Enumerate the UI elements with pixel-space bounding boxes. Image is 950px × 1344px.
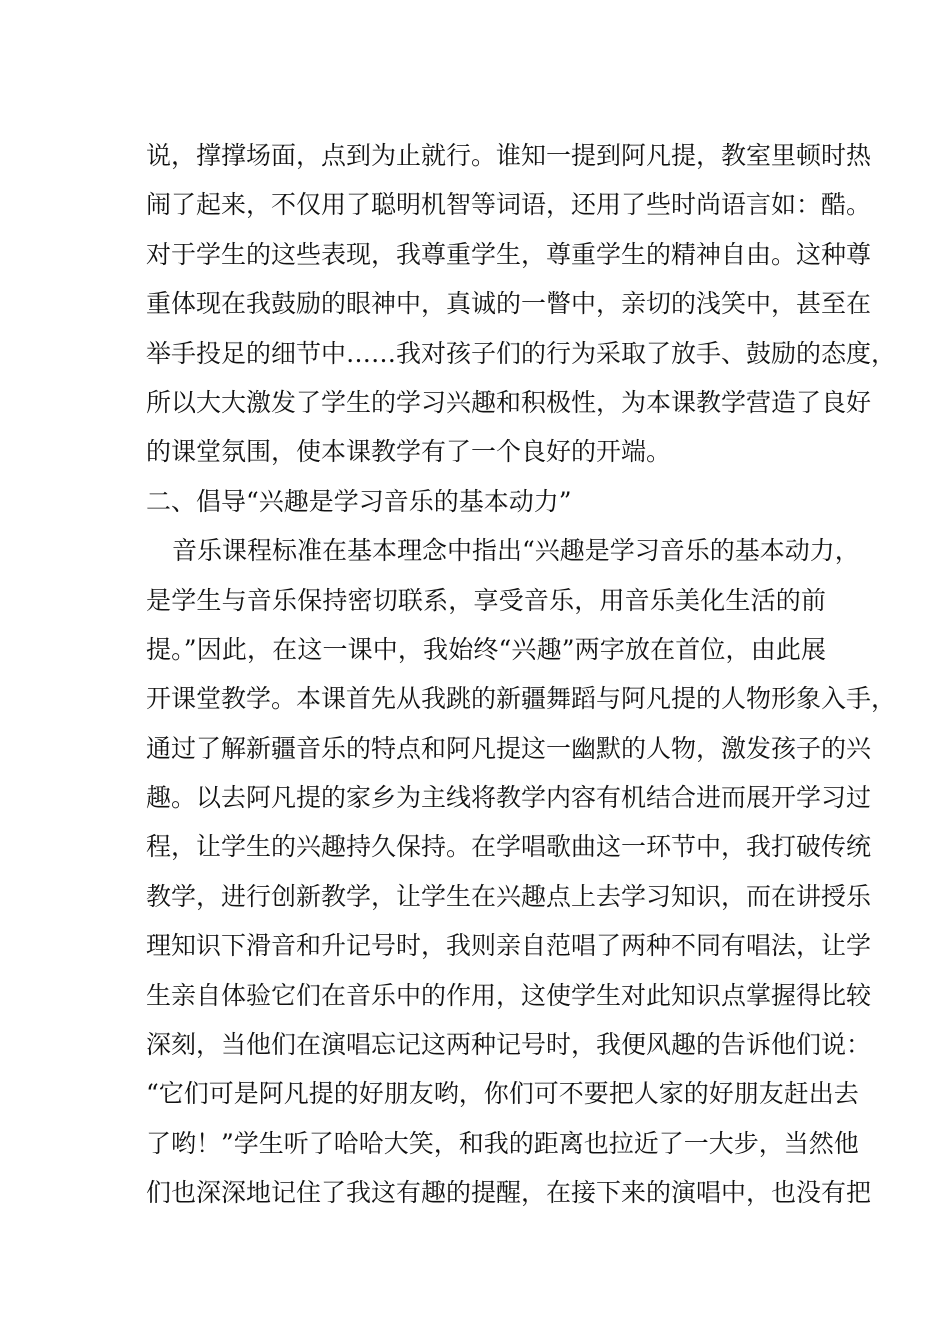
- text-line: 重体现在我鼓励的眼神中，真诚的一瞥中，亲切的浅笑中，甚至在: [146, 289, 872, 319]
- text-line: 是学生与音乐保持密切联系，享受音乐，用音乐美化生活的前: [146, 585, 826, 615]
- text-line: “它们可是阿凡提的好朋友哟，你们可不要把人家的好朋友赶出去: [146, 1079, 859, 1109]
- text-line: 趣。以去阿凡提的家乡为主线将教学内容有机结合进而展开学习过: [146, 783, 872, 813]
- text-line: 教学，进行创新教学，让学生在兴趣点上去学习知识，而在讲授乐: [146, 881, 872, 911]
- text-line: 深刻，当他们在演唱忘记这两种记号时，我便风趣的告诉他们说：: [146, 1030, 872, 1060]
- body-text: [146, 131, 897, 1218]
- text-line: 举手投足的细节中……我对孩子们的行为采取了放手、鼓励的态度，: [146, 338, 897, 368]
- paragraph-first-line: 音乐课程标准在基本理念中指出“兴趣是学习音乐的基本动力，: [172, 536, 860, 566]
- text-line: 程，让学生的兴趣持久保持。在学唱歌曲这一环节中，我打破传统: [146, 832, 872, 862]
- text-line: 通过了解新疆音乐的特点和阿凡提这一幽默的人物，激发孩子的兴: [146, 733, 872, 763]
- text-line: 所以大大激发了学生的学习兴趣和积极性，为本课教学营造了良好: [146, 387, 872, 417]
- section-heading: 二、倡导“兴趣是学习音乐的基本动力”: [146, 486, 572, 516]
- text-line: 的课堂氛围，使本课教学有了一个良好的开端。: [146, 437, 672, 467]
- text-line: 提。”因此，在这一课中，我始终“兴趣”两字放在首位，由此展: [146, 634, 826, 664]
- text-line: 生亲自体验它们在音乐中的作用，这使学生对此知识点掌握得比较: [146, 980, 872, 1010]
- text-line: 理知识下滑音和升记号时，我则亲自范唱了两种不同有唱法，让学: [146, 931, 872, 961]
- text-line: 闹了起来，不仅用了聪明机智等词语，还用了些时尚语言如：酷。: [146, 190, 872, 220]
- text-line: 了哟！”学生听了哈哈大笑，和我的距离也拉近了一大步，当然他: [146, 1128, 859, 1158]
- text-line: 们也深深地记住了我这有趣的提醒，在接下来的演唱中，也没有把: [146, 1178, 872, 1208]
- text-line: 说，撑撑场面，点到为止就行。谁知一提到阿凡提，教室里顿时热: [146, 141, 872, 170]
- text-line: 开课堂教学。本课首先从我跳的新疆舞蹈与阿凡提的人物形象入手，: [146, 684, 897, 714]
- text-line: 对于学生的这些表现，我尊重学生，尊重学生的精神自由。这种尊: [146, 239, 872, 269]
